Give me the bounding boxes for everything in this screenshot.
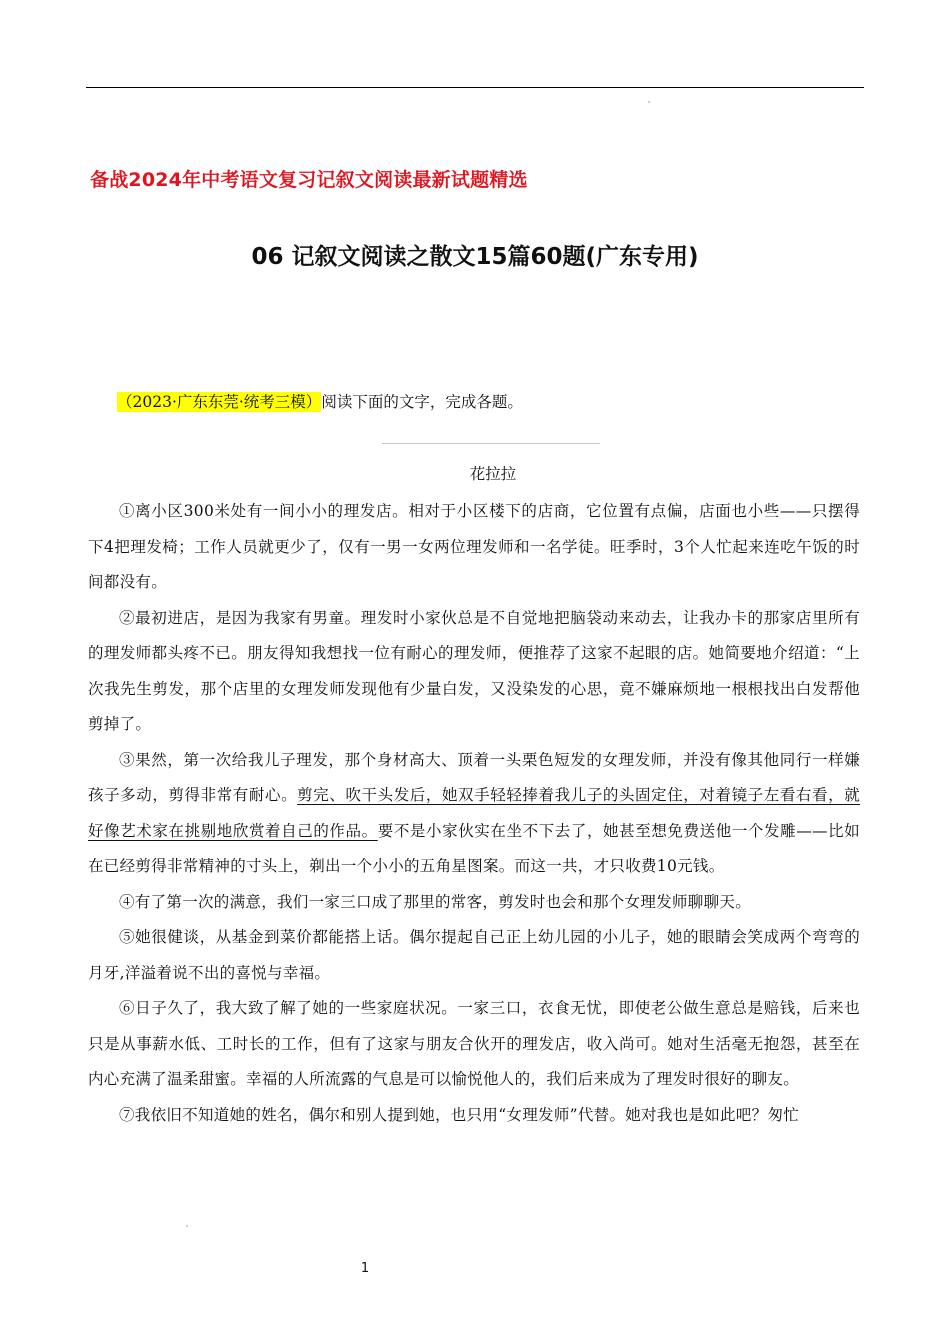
underlined-sentence: 剪完、吹干头发后，她双手轻轻捧着我儿子的头固定住，对着镜子左看右看，就好像艺术家在挑剔地欣赏着自己的作品。 — [88, 786, 860, 840]
paragraph-6: ⑥日子久了，我大致了解了她的一些家庭状况。一家三口，衣食无忧，即使老公做生意总是赔钱，后来也只是从事薪水低、工时长的工作，但有了这家与朋友合伙开的理发店，收入尚可。她对生活毫无抱怨，甚至在内心充满了温柔甜蜜。幸福的人所流露的气息是可以愉悦他人的，我们后来成为了理发时很好的聊友。 — [88, 999, 860, 1088]
paragraph-5: ⑤她很健谈，从基金到菜价都能搭上话。偶尔提起自己正上幼儿园的小儿子，她的眼睛会笑成两个弯弯的月牙,洋溢着说不出的喜悦与幸福。 — [88, 928, 860, 982]
page-number: 1 — [360, 1261, 370, 1276]
source-tag: （2023·广东东莞·统考三模） — [117, 393, 322, 411]
paragraph-4: ④有了第一次的满意，我们一家三口成了那里的常客，剪发时也会和那个女理发师聊聊天。 — [119, 892, 752, 911]
question-instruction: 阅读下面的文字，完成各题。 — [321, 393, 523, 411]
question-intro — [117, 390, 523, 412]
paragraph-3 — [88, 743, 860, 885]
paragraph-3-text: ③果然，第一次给我儿子理发，那个身材高大、顶着一头栗色短发的女理发师，并没有像其他同行一样嫌孩子多动，剪得非常有耐心。 — [88, 750, 860, 804]
series-title: 备战2024年中考语文复习记叙文阅读最新试题精选 — [90, 169, 528, 191]
article-divider — [382, 443, 600, 444]
page-title: 06 记叙文阅读之散文15篇60题(广东专用) — [251, 244, 699, 270]
paragraph-7: ⑦我依旧不知道她的姓名，偶尔和别人提到她，也只用“女理发师”代替。她对我也是如此吧？匆忙 — [119, 1105, 800, 1124]
decorative-dot — [648, 101, 650, 103]
paragraph-2: ②最初进店，是因为我家有男童。理发时小家伙总是不自觉地把脑袋动来动去，让我办卡的那家店里所有的理发师都头疼不已。朋友得知我想找一位有耐心的理发师，便推荐了这家不起眼的店。她简要地介绍道：“上次我先生剪发，那个店里的女理发师发现他有少量白发，又没染发的心思，竟不嫌麻烦地一根根找出白发帮他剪掉了。 — [88, 608, 860, 733]
article-body — [88, 494, 860, 1133]
header-rule — [86, 87, 864, 88]
article-title: 花拉拉 — [469, 465, 517, 483]
decorative-dot — [186, 1225, 188, 1227]
paragraph-1: ①离小区300米处有一间小小的理发店。相对于小区楼下的店商，它位置有点偏，店面也小些——只摆得下4把理发椅；工作人员就更少了，仅有一男一女两位理发师和一名学徒。旺季时，3个人忙起来连吃午饭的时间都没有。 — [88, 502, 860, 591]
paragraph-3-text-end: 要不是小家伙实在坐不下去了，她甚至想免费送他一个发雕——比如在已经剪得非常精神的寸头上，剃出一个小小的五角星图案。而这一共，才只收费10元钱。 — [88, 821, 860, 875]
